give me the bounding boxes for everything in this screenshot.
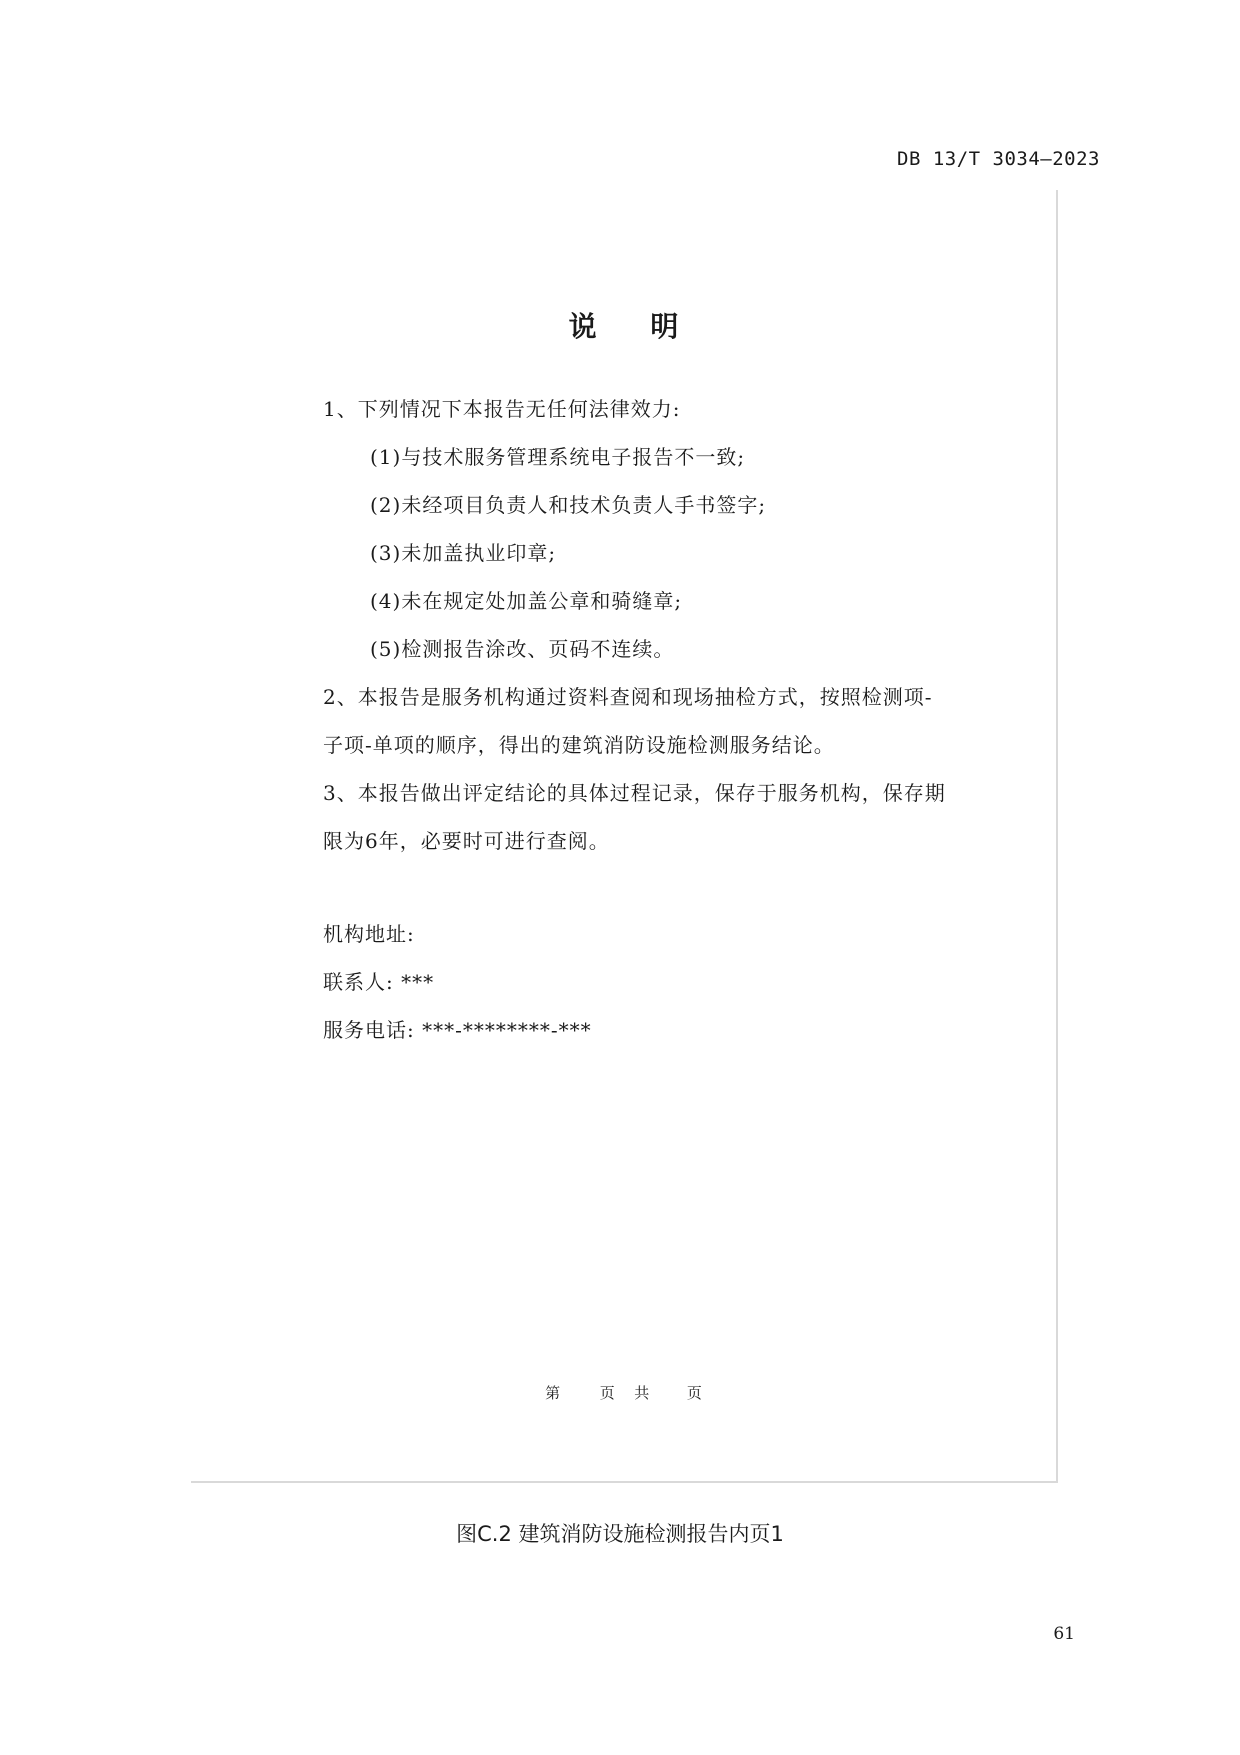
figure-caption: 图C.2 建筑消防设施检测报告内页1 xyxy=(456,1522,784,1546)
instruction-subitem: (4)未在规定处加盖公章和骑缝章; xyxy=(370,589,683,613)
instructions-list xyxy=(323,385,948,865)
instruction-subitem: (5)检测报告涂改、页码不连续。 xyxy=(370,637,675,661)
pager-ye-total: 页 xyxy=(686,1384,702,1402)
instruction-subitem: (1)与技术服务管理系统电子报告不一致; xyxy=(370,445,746,469)
instruction-subitem: (3)未加盖执业印章; xyxy=(370,541,557,565)
instruction-item: 2、本报告是服务机构通过资料查阅和现场抽检方式，按照检测项-子项-单项的顺序，得出的建筑消防设施检测服务结论。 xyxy=(323,685,933,757)
standard-code: DB 13/T 3034—2023 xyxy=(897,148,1100,170)
contact-info xyxy=(323,910,592,1054)
pager-ye: 页 xyxy=(599,1384,615,1402)
page-counter xyxy=(191,1382,1056,1403)
contact-person: 联系人: *** xyxy=(323,970,435,994)
address-label: 机构地址: xyxy=(323,922,415,946)
report-inner-page xyxy=(191,190,1058,1483)
pager-gong: 共 xyxy=(634,1384,650,1402)
instruction-item: 3、本报告做出评定结论的具体过程记录，保存于服务机构，保存期限为6年，必要时可进行查阅。 xyxy=(323,781,946,853)
page-title: 说 明 xyxy=(568,310,701,343)
page-number: 61 xyxy=(1053,1624,1075,1644)
instruction-item: 1、下列情况下本报告无任何法律效力: xyxy=(323,397,681,421)
pager-di: 第 xyxy=(545,1384,561,1402)
service-phone: 服务电话: ***-********-*** xyxy=(323,1018,592,1042)
instruction-subitem: (2)未经项目负责人和技术负责人手书签字; xyxy=(370,493,767,517)
